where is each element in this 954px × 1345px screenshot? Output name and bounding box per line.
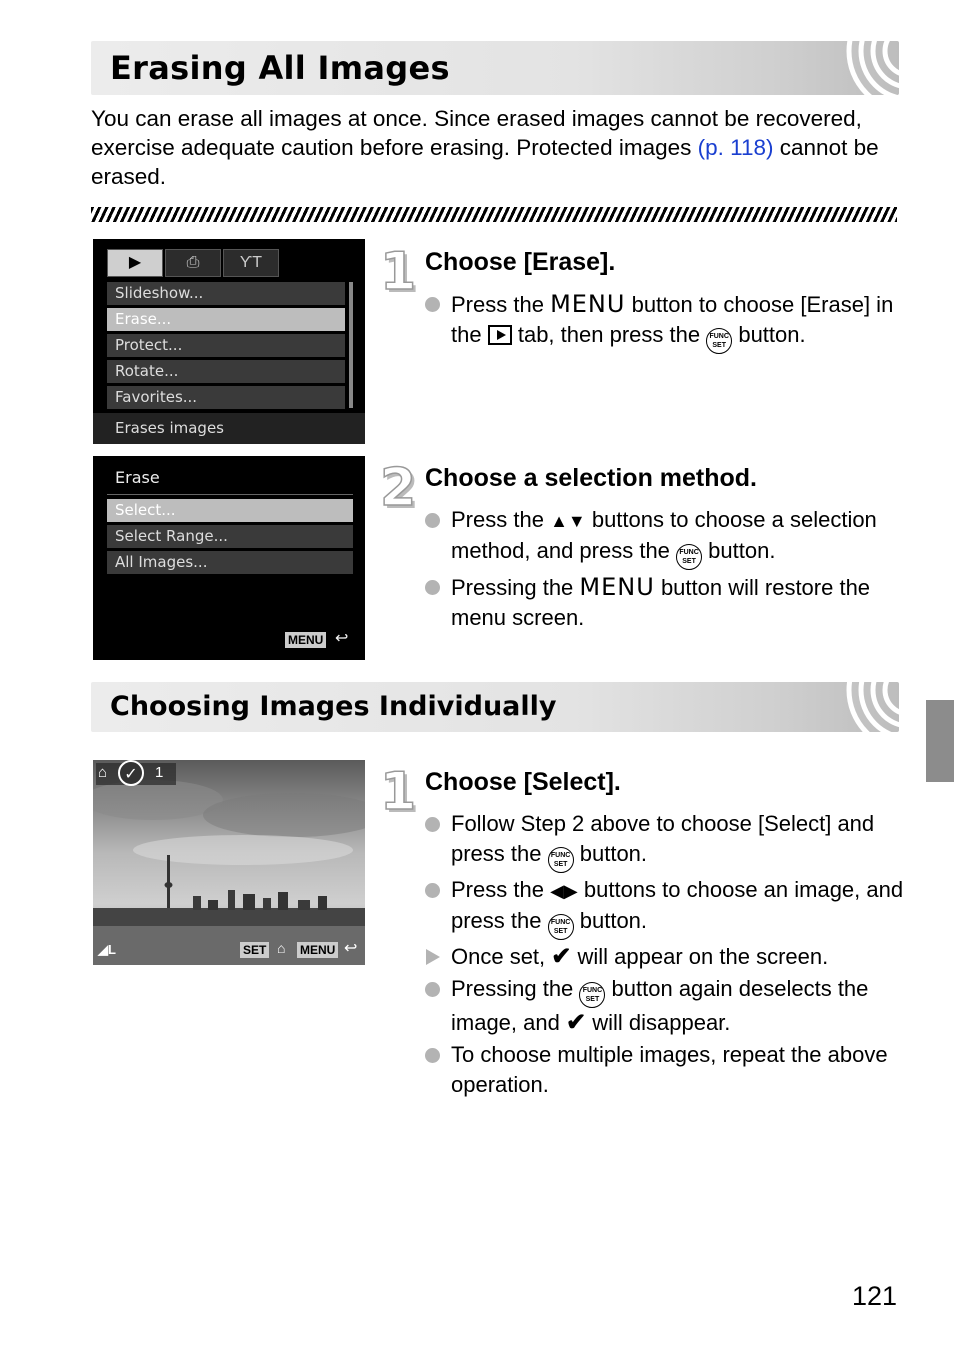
decorative-rings-icon xyxy=(769,41,899,95)
section-title: Erasing All Images xyxy=(110,49,450,87)
bullet-dot-icon xyxy=(425,982,440,997)
hatched-divider xyxy=(91,207,897,222)
step-number: 2 xyxy=(380,458,417,518)
step-title: Choose [Erase]. xyxy=(425,248,616,276)
checkmark-icon: ✔ xyxy=(565,1009,587,1036)
menu-item-select-range: Select Range... xyxy=(107,525,353,548)
city-skyline-photo xyxy=(93,760,365,965)
func-set-button-icon: FUNC SET xyxy=(548,847,574,873)
menu-hint: Erases images xyxy=(93,413,365,444)
intro-paragraph xyxy=(91,104,891,191)
camera-screen-erase-menu xyxy=(93,456,365,660)
menu-item-rotate: Rotate... xyxy=(107,360,345,383)
scrollbar xyxy=(349,282,353,408)
intro-tail: cannot be erased. xyxy=(91,135,879,189)
divider xyxy=(107,494,353,495)
step-bullets xyxy=(425,289,905,356)
bullet-item: Press the MENU button to choose [Erase] in the tab, then press the FUNC SET button. xyxy=(425,289,905,354)
menu-button-icon: MENU xyxy=(550,290,626,318)
menu-item-slideshow: Slideshow... xyxy=(107,282,345,305)
step-number: 1 xyxy=(380,762,417,822)
bullet-dot-icon xyxy=(425,513,440,528)
step-bullets xyxy=(425,809,905,1102)
step-number: 1 xyxy=(380,242,417,302)
menu-item-favorites: Favorites... xyxy=(107,386,345,409)
settings-tab-icon: ƳT xyxy=(223,249,279,277)
bullet-dot-icon xyxy=(425,817,440,832)
bullet-dot-icon xyxy=(425,297,440,312)
menu-button-icon: MENU xyxy=(285,632,326,648)
intro-text: You can erase all images at once. Since erased images cannot be recovered, exercise adequate caution before erasing. Protected images xyxy=(91,106,862,160)
func-set-button-icon: FUNC SET xyxy=(706,328,732,354)
section-header-erasing-all-images xyxy=(91,41,899,95)
selected-count: 1 xyxy=(155,764,164,781)
bullet-item: Once set, ✔ will appear on the screen. xyxy=(425,942,905,972)
menu-button-icon: MENU xyxy=(297,942,338,958)
bullet-item: To choose multiple images, repeat the above operation. xyxy=(425,1040,905,1100)
bullet-triangle-icon xyxy=(426,949,440,965)
chapter-side-tab xyxy=(926,700,954,782)
camera-screen-playback-menu xyxy=(93,239,365,444)
step-title: Choose a selection method. xyxy=(425,464,758,492)
up-down-arrows-icon: ▲▼ xyxy=(550,511,586,531)
bullet-item: Follow Step 2 above to choose [Select] and press the FUNC SET button. xyxy=(425,809,905,873)
decorative-rings-icon xyxy=(769,682,899,732)
image-size-icon: ◢L xyxy=(98,942,116,957)
page-number: 121 xyxy=(852,1281,898,1311)
menu-item-select: Select... xyxy=(107,499,353,522)
set-button-icon: SET xyxy=(240,942,269,958)
page-reference-link[interactable]: (p. 118) xyxy=(697,135,774,160)
menu-button-icon: MENU xyxy=(579,573,655,601)
erase-icon: ⌂ xyxy=(98,764,108,781)
bullet-dot-icon xyxy=(425,1048,440,1063)
bullet-item: Press the ◀▶ buttons to choose an image, and press the FUNC SET button. xyxy=(425,875,905,940)
menu-item-erase: Erase... xyxy=(107,308,345,331)
section-title: Choosing Images Individually xyxy=(110,691,557,722)
bullet-item: Press the ▲▼ buttons to choose a selection method, and press the FUNC SET button. xyxy=(425,505,905,570)
erase-menu-title: Erase xyxy=(115,468,160,487)
return-arrow-icon: ↩ xyxy=(344,940,358,957)
menu-tabs xyxy=(107,249,359,277)
print-tab-icon: ⎙ xyxy=(165,249,221,277)
bullet-item: Pressing the FUNC SET button again deselects the image, and ✔ will disappear. xyxy=(425,974,905,1038)
func-set-button-icon: FUNC SET xyxy=(548,914,574,940)
erase-icon: ⌂ xyxy=(277,940,286,956)
step-bullets xyxy=(425,505,905,635)
checkmark-icon: ✓ xyxy=(118,760,144,786)
left-right-arrows-icon: ◀▶ xyxy=(550,881,578,901)
section-header-choosing-individually xyxy=(91,682,899,732)
playback-tab-icon: ▶ xyxy=(107,249,163,277)
playback-tab-icon xyxy=(488,325,512,345)
menu-item-protect: Protect... xyxy=(107,334,345,357)
camera-screen-image-select xyxy=(93,760,365,965)
checkmark-icon: ✔ xyxy=(551,943,572,970)
bullet-dot-icon xyxy=(425,580,440,595)
bullet-item: Pressing the MENU button will restore the menu screen. xyxy=(425,572,905,633)
return-arrow-icon: ↩ xyxy=(335,630,349,647)
step-title: Choose [Select]. xyxy=(425,768,621,796)
func-set-button-icon: FUNC SET xyxy=(676,544,702,570)
func-set-button-icon: FUNC SET xyxy=(579,982,605,1008)
bullet-dot-icon xyxy=(425,883,440,898)
menu-item-all-images: All Images... xyxy=(107,551,353,574)
